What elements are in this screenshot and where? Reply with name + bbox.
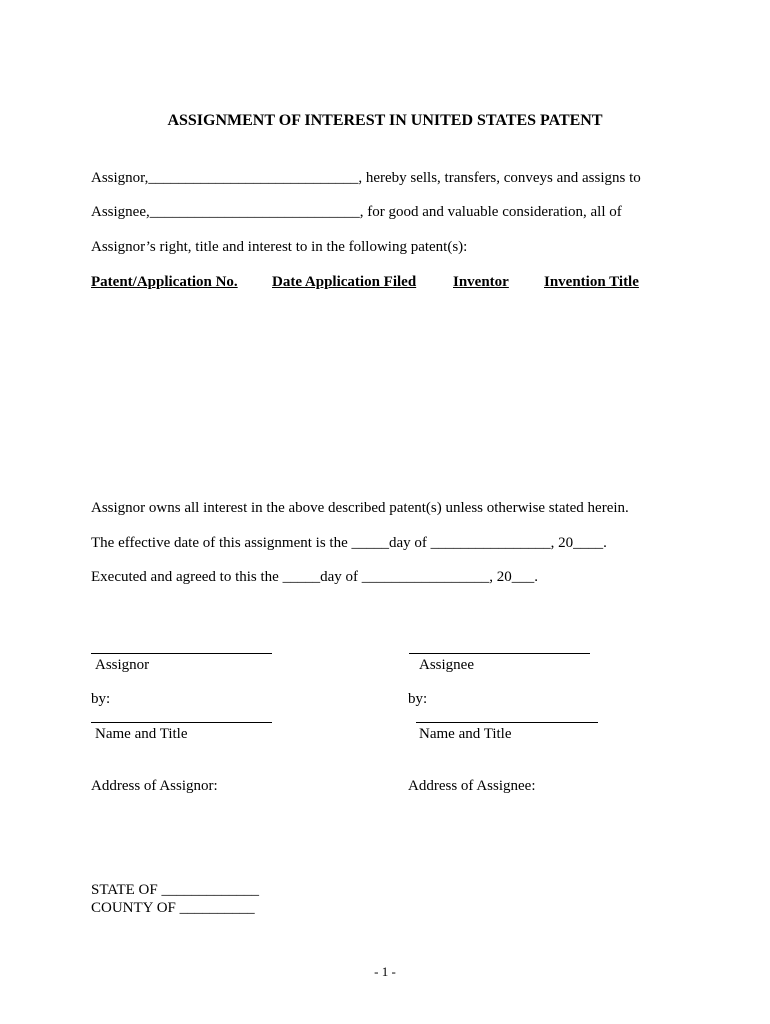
- state-of: STATE OF _____________: [91, 882, 259, 898]
- document-title: ASSIGNMENT OF INTEREST IN UNITED STATES PATENT: [167, 112, 603, 129]
- effective-date-statement: The effective date of this assignment is the _____day of ________________, 20____.: [91, 535, 607, 551]
- assignor-clause: Assignor,____________________________, hereby sells, transfers, conveys and assigns to: [91, 170, 641, 186]
- header-patent-no: Patent/Application No.: [91, 274, 238, 290]
- ownership-statement: Assignor owns all interest in the above described patent(s) unless otherwise stated herein.: [91, 500, 629, 516]
- assignee-signature-line: [409, 653, 590, 654]
- address-of-assignee: Address of Assignee:: [408, 778, 536, 794]
- assignor-name-line: [91, 722, 272, 723]
- executed-statement: Executed and agreed to this the _____day of _________________, 20___.: [91, 569, 538, 585]
- header-invention-title: Invention Title: [544, 274, 639, 290]
- address-of-assignor: Address of Assignor:: [91, 778, 218, 794]
- assignee-label: Assignee: [419, 657, 474, 673]
- assignor-signature-line: [91, 653, 272, 654]
- by-label-left: by:: [91, 691, 111, 707]
- name-title-right: Name and Title: [419, 726, 512, 742]
- page-number: - 1 -: [374, 964, 396, 979]
- assignee-name-line: [416, 722, 598, 723]
- by-label-right: by:: [408, 691, 428, 707]
- county-of: COUNTY OF __________: [91, 900, 255, 916]
- interest-clause: Assignor’s right, title and interest to in the following patent(s):: [91, 239, 468, 255]
- header-date-filed: Date Application Filed: [272, 274, 417, 290]
- assignee-clause: Assignee,____________________________, for good and valuable consideration, all of: [91, 204, 622, 220]
- assignor-label: Assignor: [95, 657, 150, 673]
- name-title-left: Name and Title: [95, 726, 188, 742]
- header-inventor: Inventor: [453, 274, 509, 290]
